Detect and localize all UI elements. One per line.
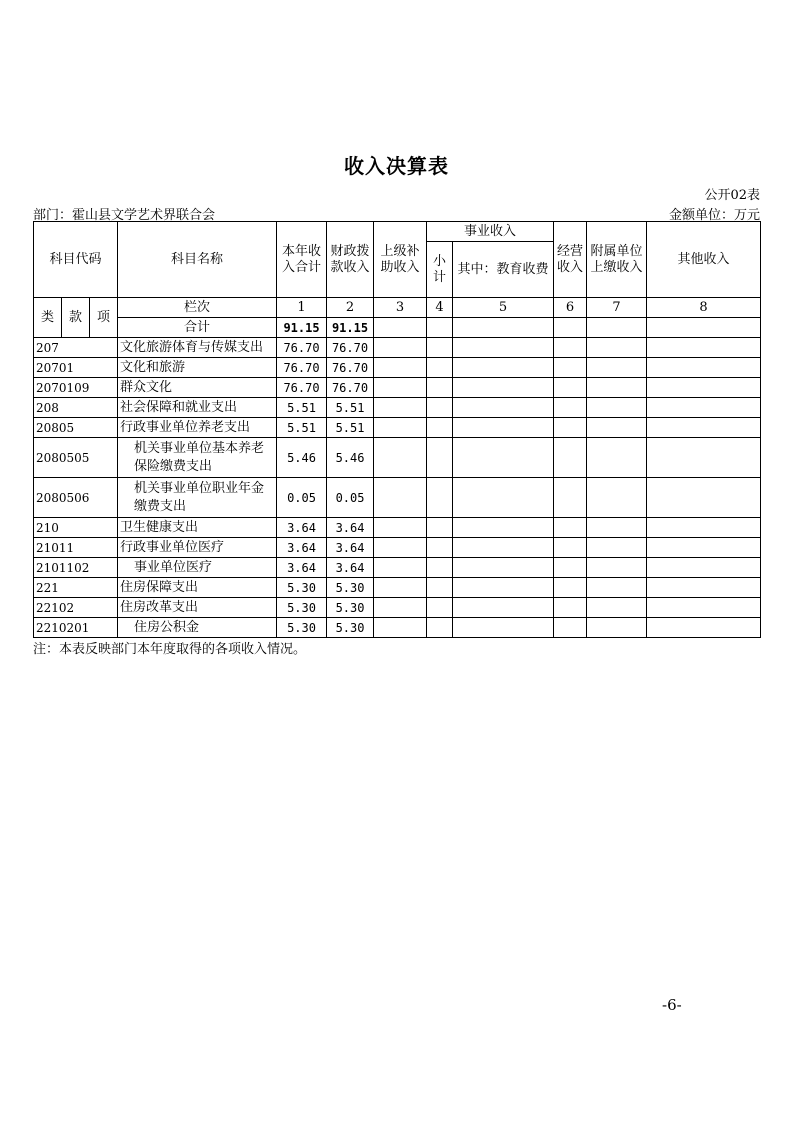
row-code: 2080506 (34, 478, 118, 518)
row-code: 221 (34, 578, 118, 598)
table-row (34, 338, 761, 358)
empty-cell (647, 578, 761, 598)
empty-cell (554, 398, 587, 418)
header-fiscal-income: 财政拨款收入 (327, 222, 374, 298)
department-label: 部门：霍山县文学艺术界联合会 (33, 208, 216, 223)
row-fiscal-income: 76.70 (327, 358, 374, 378)
empty-cell (453, 618, 554, 638)
empty-cell (554, 418, 587, 438)
empty-cell (374, 338, 427, 358)
table-row (34, 358, 761, 378)
empty-cell (554, 338, 587, 358)
row-name: 机关事业单位基本养老保险缴费支出 (118, 438, 277, 478)
row-total-income: 3.64 (277, 518, 327, 538)
table-row (34, 558, 761, 578)
table-row (34, 378, 761, 398)
row-code: 207 (34, 338, 118, 358)
empty-cell (554, 598, 587, 618)
empty-cell (554, 558, 587, 578)
empty-cell (647, 518, 761, 538)
empty-cell (427, 478, 453, 518)
empty-cell (554, 478, 587, 518)
header-lanci: 栏次 (118, 298, 277, 318)
empty-cell (587, 538, 647, 558)
empty-cell (554, 578, 587, 598)
empty-cell (647, 338, 761, 358)
empty-cell (453, 578, 554, 598)
row-code: 22102 (34, 598, 118, 618)
table-row (34, 398, 761, 418)
empty-cell (587, 398, 647, 418)
row-name: 住房保障支出 (118, 578, 277, 598)
empty-cell (647, 478, 761, 518)
row-name: 事业单位医疗 (118, 558, 277, 578)
row-code: 2070109 (34, 378, 118, 398)
row-code: 2101102 (34, 558, 118, 578)
row-total-income: 3.64 (277, 558, 327, 578)
col-number: 4 (427, 298, 453, 318)
row-name: 文化旅游体育与传媒支出 (118, 338, 277, 358)
row-total-income: 76.70 (277, 358, 327, 378)
header-business-income: 事业收入 (427, 222, 554, 242)
empty-cell (427, 578, 453, 598)
empty-cell (427, 378, 453, 398)
row-fiscal-income: 3.64 (327, 538, 374, 558)
header-kuan: 款 (62, 298, 90, 338)
row-fiscal-income: 5.30 (327, 598, 374, 618)
header-total-income: 本年收入合计 (277, 222, 327, 298)
empty-cell (453, 338, 554, 358)
row-total-income: 0.05 (277, 478, 327, 518)
col-number: 1 (277, 298, 327, 318)
col-number: 7 (587, 298, 647, 318)
empty-cell (427, 518, 453, 538)
empty-cell (587, 338, 647, 358)
empty-cell (647, 358, 761, 378)
empty-cell (587, 618, 647, 638)
row-code: 20805 (34, 418, 118, 438)
header-other-income: 其他收入 (647, 222, 761, 298)
empty-cell (374, 478, 427, 518)
empty-cell (453, 518, 554, 538)
total-value-2: 91.15 (327, 318, 374, 338)
row-name: 行政事业单位养老支出 (118, 418, 277, 438)
empty-cell (453, 558, 554, 578)
empty-cell (453, 438, 554, 478)
row-fiscal-income: 5.46 (327, 438, 374, 478)
row-fiscal-income: 3.64 (327, 558, 374, 578)
page-title: 收入决算表 (344, 154, 449, 178)
row-name: 文化和旅游 (118, 358, 277, 378)
empty-cell (587, 558, 647, 578)
empty-cell (427, 358, 453, 378)
row-code: 2210201 (34, 618, 118, 638)
table-row (34, 538, 761, 558)
empty-cell (374, 598, 427, 618)
empty-cell (427, 558, 453, 578)
row-fiscal-income: 5.30 (327, 618, 374, 638)
empty-cell (427, 538, 453, 558)
row-fiscal-income: 76.70 (327, 378, 374, 398)
empty-cell (587, 518, 647, 538)
empty-cell (587, 598, 647, 618)
col-number: 2 (327, 298, 374, 318)
table-row (34, 518, 761, 538)
table-body (34, 338, 761, 638)
empty-cell (453, 358, 554, 378)
empty-cell (453, 378, 554, 398)
row-name: 卫生健康支出 (118, 518, 277, 538)
empty-cell (647, 378, 761, 398)
table-row (34, 578, 761, 598)
table-row (34, 478, 761, 518)
row-name: 机关事业单位职业年金缴费支出 (118, 478, 277, 518)
table-header (34, 222, 761, 338)
row-code: 210 (34, 518, 118, 538)
empty-cell (647, 618, 761, 638)
empty-cell (374, 578, 427, 598)
empty-cell (554, 518, 587, 538)
table-row (34, 418, 761, 438)
header-edu-fee: 其中：教育收费 (453, 242, 554, 298)
empty-cell (647, 398, 761, 418)
row-code: 2080505 (34, 438, 118, 478)
empty-cell (587, 478, 647, 518)
table-row (34, 438, 761, 478)
empty-cell (427, 618, 453, 638)
page-number: -6- (662, 996, 682, 1014)
empty-cell (587, 418, 647, 438)
empty-cell (647, 418, 761, 438)
empty-cell (453, 398, 554, 418)
row-total-income: 76.70 (277, 378, 327, 398)
income-table (33, 221, 761, 638)
total-value-1: 91.15 (277, 318, 327, 338)
row-total-income: 5.30 (277, 598, 327, 618)
header-subtotal: 小计 (427, 242, 453, 298)
row-fiscal-income: 5.30 (327, 578, 374, 598)
empty-cell (374, 398, 427, 418)
amount-unit-label: 金额单位：万元 (668, 208, 760, 223)
row-total-income: 76.70 (277, 338, 327, 358)
row-name: 群众文化 (118, 378, 277, 398)
empty-cell (374, 418, 427, 438)
col-number: 6 (554, 298, 587, 318)
header-name: 科目名称 (118, 222, 277, 298)
row-fiscal-income: 5.51 (327, 418, 374, 438)
empty-cell (374, 358, 427, 378)
row-code: 208 (34, 398, 118, 418)
empty-cell (453, 418, 554, 438)
empty-cell (374, 378, 427, 398)
row-fiscal-income: 76.70 (327, 338, 374, 358)
empty-cell (427, 438, 453, 478)
row-total-income: 3.64 (277, 538, 327, 558)
empty-cell (453, 538, 554, 558)
row-total-income: 5.51 (277, 418, 327, 438)
empty-cell (554, 538, 587, 558)
row-code: 20701 (34, 358, 118, 378)
row-name: 社会保障和就业支出 (118, 398, 277, 418)
empty-cell (647, 538, 761, 558)
header-code: 科目代码 (34, 222, 118, 298)
header-affiliate-income: 附属单位上缴收入 (587, 222, 647, 298)
row-fiscal-income: 3.64 (327, 518, 374, 538)
row-total-income: 5.30 (277, 578, 327, 598)
row-code: 21011 (34, 538, 118, 558)
empty-cell (427, 418, 453, 438)
row-fiscal-income: 0.05 (327, 478, 374, 518)
row-name: 住房公积金 (118, 618, 277, 638)
empty-cell (427, 338, 453, 358)
empty-cell (647, 438, 761, 478)
total-label: 合计 (118, 318, 277, 338)
empty-cell (554, 438, 587, 478)
empty-cell (647, 598, 761, 618)
row-fiscal-income: 5.51 (327, 398, 374, 418)
table-note: 注：本表反映部门本年度取得的各项收入情况。 (33, 642, 307, 657)
col-number: 8 (647, 298, 761, 318)
row-total-income: 5.30 (277, 618, 327, 638)
col-number: 3 (374, 298, 427, 318)
empty-cell (427, 398, 453, 418)
header-operating-income: 经营收入 (554, 222, 587, 298)
empty-cell (554, 378, 587, 398)
header-xiang: 项 (90, 298, 118, 338)
empty-cell (374, 558, 427, 578)
table-row (34, 618, 761, 638)
table-row (34, 598, 761, 618)
empty-cell (587, 358, 647, 378)
empty-cell (374, 538, 427, 558)
row-total-income: 5.46 (277, 438, 327, 478)
empty-cell (554, 618, 587, 638)
empty-cell (453, 598, 554, 618)
row-name: 住房改革支出 (118, 598, 277, 618)
col-number: 5 (453, 298, 554, 318)
empty-cell (374, 438, 427, 478)
empty-cell (427, 598, 453, 618)
row-total-income: 5.51 (277, 398, 327, 418)
empty-cell (374, 518, 427, 538)
header-lei: 类 (34, 298, 62, 338)
empty-cell (554, 358, 587, 378)
empty-cell (453, 478, 554, 518)
form-number: 公开02表 (704, 188, 760, 203)
empty-cell (374, 618, 427, 638)
row-name: 行政事业单位医疗 (118, 538, 277, 558)
empty-cell (647, 558, 761, 578)
empty-cell (587, 438, 647, 478)
header-superior-subsidy: 上级补助收入 (374, 222, 427, 298)
empty-cell (587, 378, 647, 398)
empty-cell (587, 578, 647, 598)
